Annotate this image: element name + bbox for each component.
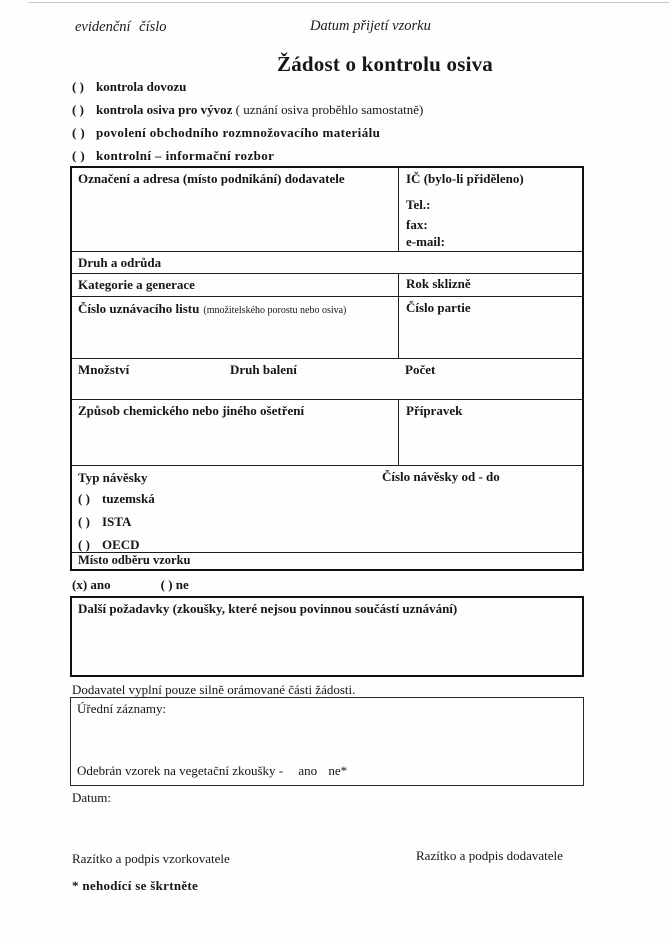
- harvest-year-cell[interactable]: [398, 274, 582, 296]
- form-title: Žádost o kontrolu osiva: [276, 52, 493, 76]
- treatment-label: Způsob chemického nebo jiného ošetření: [78, 403, 305, 418]
- checkbox-povoleni-obchodniho-materialu[interactable]: ( ): [72, 125, 86, 140]
- count-label: Počet: [405, 362, 436, 377]
- row-sampling-place[interactable]: [72, 552, 582, 569]
- option-suffix: ( uznání osiva proběhlo samostatně): [232, 102, 424, 117]
- ic-label: IČ (bylo-li přiděleno): [406, 171, 524, 186]
- label-number-range-label: Číslo návěsky od - do: [382, 469, 500, 484]
- email-label: e-mail:: [406, 234, 445, 249]
- product-label: Přípravek: [406, 403, 463, 418]
- option-label: OECD: [102, 537, 140, 552]
- lot-number-label: Číslo partie: [406, 300, 471, 315]
- category-generation-label: Kategorie a generace: [78, 277, 195, 292]
- checkbox-oecd[interactable]: ( ): [78, 537, 90, 552]
- row-treatment: [72, 399, 582, 465]
- vegetation-sample-ano[interactable]: ano: [298, 763, 318, 778]
- supplier-fill-note: Dodavatel vyplní pouze silně orámované části žádosti.: [72, 682, 356, 697]
- further-requirements-box[interactable]: [70, 596, 584, 677]
- option-kontrola-dovozu: [72, 79, 423, 102]
- date-label: Datum:: [72, 790, 111, 805]
- option-label: kontrola osiva pro vývoz: [96, 102, 233, 117]
- row-category: [72, 273, 582, 296]
- row-species[interactable]: [72, 251, 582, 273]
- option-label: povolení obchodního rozmnožovacího materiálu: [96, 125, 381, 140]
- checkbox-ne[interactable]: ( ) ne: [160, 577, 189, 592]
- yes-no-line: [72, 576, 189, 594]
- option-label: tuzemská: [102, 491, 155, 506]
- certificate-number-label: Číslo uznávacího listu: [78, 301, 200, 316]
- checkbox-kontrola-dovozu[interactable]: ( ): [72, 79, 84, 94]
- supplier-signature-label: Razítko a podpis dodavatele: [416, 848, 563, 863]
- option-label: ISTA: [102, 514, 132, 529]
- harvest-year-label: Rok sklizně: [406, 276, 471, 291]
- vegetation-sample-ne[interactable]: ne*: [328, 763, 348, 778]
- sampling-place-label: Místo odběru vzorku: [78, 553, 191, 567]
- product-cell[interactable]: [398, 400, 582, 465]
- official-records-label: Úřední záznamy:: [77, 701, 167, 716]
- vegetation-sample-text: Odebrán vzorek na vegetační zkoušky -: [77, 763, 284, 778]
- contact-cell: [398, 168, 582, 251]
- row-quantity[interactable]: [72, 358, 582, 399]
- option-tuzemska: [78, 491, 155, 514]
- fax-label: fax:: [406, 217, 428, 232]
- label-type-options: [78, 491, 155, 560]
- checkbox-ista[interactable]: ( ): [78, 514, 90, 529]
- option-kontrola-osiva-pro-vyvoz: [72, 102, 423, 125]
- official-records-box: [70, 697, 584, 786]
- strike-out-footnote: * nehodící se škrtněte: [72, 878, 199, 893]
- tel-label: Tel.:: [406, 197, 431, 212]
- species-variety-label: Druh a odrůda: [78, 255, 162, 270]
- row-label-type: [72, 465, 582, 552]
- further-requirements-label: Další požadavky (zkoušky, které nejsou povinnou součástí uznávání): [78, 601, 458, 616]
- row-certificate: [72, 296, 582, 358]
- label-type-label: Typ návěsky: [78, 470, 148, 485]
- vegetation-sample-line: [77, 763, 347, 779]
- main-form-table: [70, 166, 584, 571]
- checkbox-kontrolni-informacni-rozbor[interactable]: ( ): [72, 148, 86, 163]
- option-label: kontrola dovozu: [96, 79, 187, 94]
- checkbox-kontrola-osiva-pro-vyvoz[interactable]: ( ): [72, 102, 84, 117]
- supplier-address-label: Označení a adresa (místo podnikání) dodavatele: [78, 171, 345, 186]
- scan-edge-artifact: [28, 2, 669, 3]
- certificate-note: (množitelského porostu nebo osiva): [203, 305, 347, 316]
- date-received-label: Datum přijetí vzorku: [310, 18, 431, 34]
- checkbox-ano[interactable]: (x) ano: [72, 577, 111, 592]
- certificate-cell[interactable]: [72, 297, 396, 318]
- supplier-address-field[interactable]: [72, 190, 394, 251]
- inspection-type-options: [72, 79, 423, 171]
- checkbox-tuzemska[interactable]: ( ): [78, 491, 90, 506]
- row-supplier: [72, 168, 582, 251]
- option-label: kontrolní – informační rozbor: [96, 148, 275, 163]
- quantity-label: Množství: [78, 362, 130, 377]
- lot-number-cell[interactable]: [398, 297, 582, 358]
- option-povoleni-obchodniho-materialu: [72, 125, 423, 148]
- sampler-signature-label: Razítko a podpis vzorkovatele: [72, 851, 230, 866]
- packaging-type-label: Druh balení: [230, 362, 297, 377]
- evidence-number-label: evidenční číslo: [75, 19, 167, 35]
- option-ista: [78, 514, 155, 537]
